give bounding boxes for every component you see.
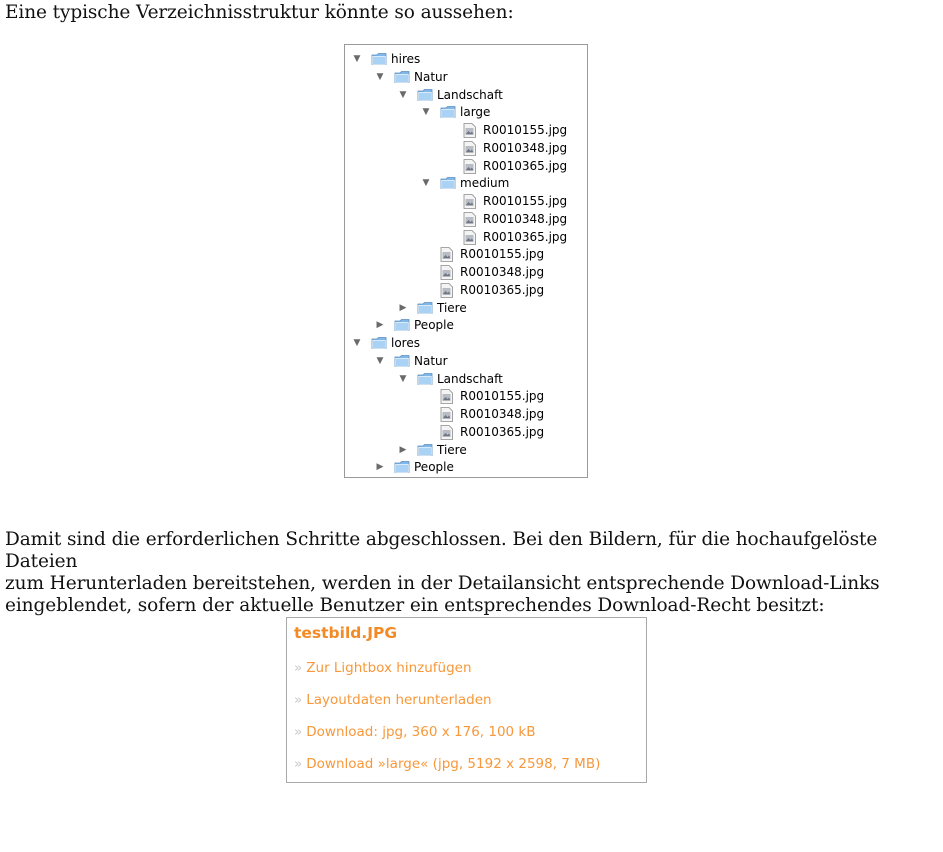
- folder-icon: [417, 88, 433, 102]
- tree-folder-row[interactable]: [374, 459, 583, 476]
- file-label: R0010155.jpg: [483, 123, 568, 137]
- paragraph-line: eingeblendet, sofern der aktuelle Benutzer ein entsprechendes Download-Recht besitzt:: [5, 595, 825, 616]
- layout-data-download-link[interactable]: [294, 692, 492, 708]
- tree-folder-row[interactable]: [420, 175, 583, 192]
- folder-label: medium: [460, 176, 510, 191]
- folder-icon: [371, 52, 387, 66]
- folder-icon: [394, 70, 410, 84]
- tree-file-row[interactable]: [420, 246, 583, 263]
- tree-file-row[interactable]: [443, 158, 583, 175]
- bullet-icon: »: [294, 692, 303, 708]
- image-file-icon: [440, 283, 453, 297]
- folder-label: hires: [391, 52, 421, 66]
- link-label: Download: jpg, 360 x 176, 100 kB: [306, 724, 536, 740]
- intro-text: Eine typische Verzeichnisstruktur könnte so aussehen:: [5, 2, 514, 23]
- image-file-icon: [463, 230, 476, 244]
- paragraph-line: Damit sind die erforderlichen Schritte abgeschlossen. Bei den Bildern, für die hochaufgelöste Dateien: [5, 529, 878, 572]
- folder-label: Tiere: [437, 300, 467, 315]
- directory-tree: [344, 44, 588, 478]
- folder-label: Tiere: [437, 442, 467, 457]
- bullet-icon: »: [294, 724, 303, 740]
- disclosure-open-icon[interactable]: ▼: [376, 355, 384, 366]
- tree-folder-row[interactable]: [397, 87, 583, 104]
- disclosure-closed-icon[interactable]: ▶: [399, 444, 407, 455]
- disclosure-closed-icon[interactable]: ▶: [376, 462, 384, 473]
- disclosure-open-icon[interactable]: ▼: [353, 54, 361, 64]
- folder-icon: [440, 176, 456, 190]
- folder-icon: [417, 372, 433, 386]
- folder-label: Natur: [414, 69, 448, 84]
- disclosure-open-icon[interactable]: ▼: [422, 178, 430, 189]
- file-label: R0010365.jpg: [483, 158, 568, 173]
- file-label: R0010365.jpg: [460, 424, 545, 439]
- tree-folder-row[interactable]: [374, 353, 583, 370]
- add-to-lightbox-link[interactable]: [294, 660, 472, 676]
- tree-file-row[interactable]: [420, 264, 583, 281]
- image-file-icon: [463, 212, 476, 226]
- tree-folder-row[interactable]: [420, 104, 583, 121]
- tree-file-row[interactable]: [443, 211, 583, 228]
- image-file-icon: [440, 425, 453, 439]
- image-file-icon: [463, 123, 476, 137]
- folder-label: Landschaft: [437, 371, 503, 386]
- disclosure-open-icon[interactable]: ▼: [353, 338, 361, 348]
- image-file-icon: [440, 389, 453, 403]
- download-jpg-link[interactable]: [294, 724, 536, 740]
- disclosure-open-icon[interactable]: ▼: [422, 107, 430, 118]
- image-file-icon: [463, 159, 476, 173]
- paragraph-line: zum Herunterladen bereitstehen, werden in der Detailansicht entsprechende Download-Links: [5, 573, 880, 594]
- file-label: R0010348.jpg: [483, 211, 568, 226]
- tree-file-row[interactable]: [443, 122, 583, 139]
- disclosure-closed-icon[interactable]: ▶: [376, 320, 384, 331]
- folder-icon: [371, 336, 387, 350]
- folder-label: Landschaft: [437, 87, 503, 102]
- folder-label: large: [460, 105, 491, 120]
- download-box: [286, 617, 647, 783]
- tree-folder-row[interactable]: [351, 335, 583, 352]
- disclosure-closed-icon[interactable]: ▶: [399, 302, 407, 313]
- file-label: R0010365.jpg: [483, 229, 568, 244]
- tree-folder-row[interactable]: [374, 317, 583, 334]
- disclosure-open-icon[interactable]: ▼: [399, 373, 407, 384]
- link-label: Download »large« (jpg, 5192 x 2598, 7 MB): [306, 756, 601, 772]
- file-label: R0010365.jpg: [460, 282, 545, 297]
- folder-label: lores: [391, 336, 420, 350]
- file-label: R0010348.jpg: [460, 265, 545, 279]
- link-label: Layoutdaten herunterladen: [306, 692, 492, 708]
- folder-icon: [394, 354, 410, 368]
- folder-icon: [394, 460, 410, 474]
- folder-icon: [417, 301, 433, 315]
- file-label: R0010348.jpg: [460, 407, 545, 421]
- tree-file-row[interactable]: [420, 388, 583, 405]
- file-label: R0010155.jpg: [460, 247, 545, 262]
- download-box-title: testbild.JPG: [294, 624, 398, 642]
- tree-folder-row[interactable]: [397, 371, 583, 388]
- tree-file-row[interactable]: [420, 406, 583, 423]
- tree-file-row[interactable]: [420, 282, 583, 299]
- disclosure-open-icon[interactable]: ▼: [376, 71, 384, 82]
- file-label: R0010155.jpg: [483, 194, 568, 208]
- bullet-icon: »: [294, 756, 303, 772]
- folder-icon: [394, 318, 410, 332]
- tree-file-row[interactable]: [443, 229, 583, 246]
- file-label: R0010348.jpg: [483, 140, 568, 155]
- image-file-icon: [463, 194, 476, 208]
- bullet-icon: »: [294, 660, 303, 676]
- tree-file-row[interactable]: [443, 140, 583, 157]
- tree-folder-row[interactable]: [351, 51, 583, 68]
- file-label: R0010155.jpg: [460, 389, 545, 404]
- image-file-icon: [463, 141, 476, 155]
- image-file-icon: [440, 265, 453, 279]
- download-large-link[interactable]: [294, 756, 600, 772]
- tree-folder-row[interactable]: [397, 442, 583, 459]
- folder-label: People: [414, 318, 454, 333]
- tree-file-row[interactable]: [443, 193, 583, 210]
- tree-folder-row[interactable]: [374, 69, 583, 86]
- tree-folder-row[interactable]: [397, 300, 583, 317]
- folder-icon: [440, 105, 456, 119]
- body-paragraph: [5, 529, 940, 617]
- folder-icon: [417, 443, 433, 457]
- image-file-icon: [440, 407, 453, 421]
- disclosure-open-icon[interactable]: ▼: [399, 89, 407, 100]
- image-file-icon: [440, 247, 453, 261]
- folder-label: Natur: [414, 353, 448, 368]
- link-label: Zur Lightbox hinzufügen: [306, 660, 472, 676]
- folder-label: People: [414, 460, 454, 475]
- tree-file-row[interactable]: [420, 424, 583, 441]
